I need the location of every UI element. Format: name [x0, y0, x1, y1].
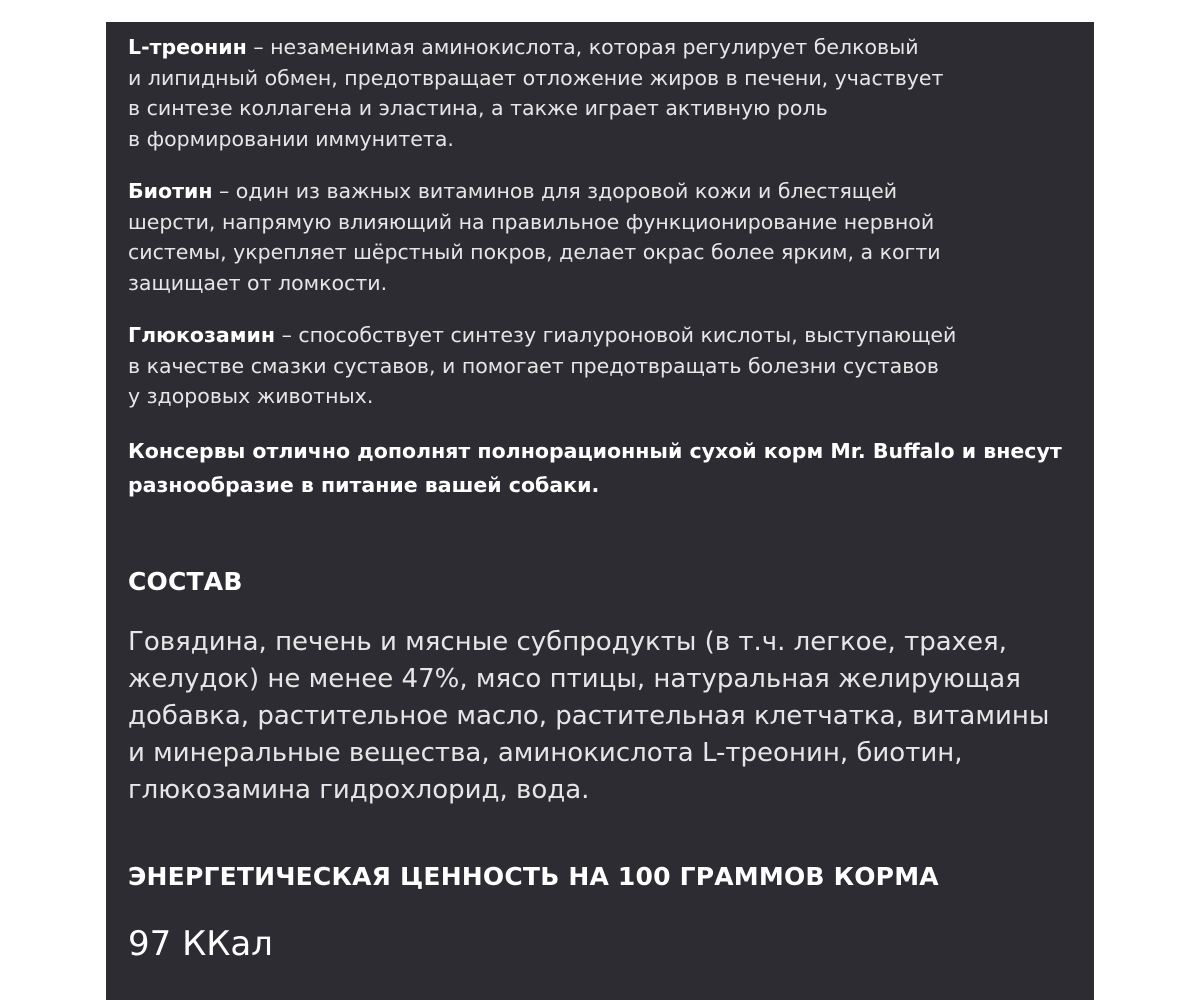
ingredient-text-line: – способствует синтезу гиалуроновой кислоты, выступающей	[275, 323, 957, 347]
energy-title: ЭНЕРГЕТИЧЕСКАЯ ЦЕННОСТЬ НА 100 ГРАММОВ КОРМА	[128, 861, 939, 891]
highlight-line: разнообразие в питание вашей собаки.	[128, 472, 600, 497]
ingredient-text-line: – незаменимая аминокислота, которая регулирует белковый	[246, 35, 919, 59]
ingredient-text-line: в синтезе коллагена и эластина, а также играет активную роль	[128, 96, 828, 120]
ingredient-name: L-треонин	[128, 35, 247, 59]
composition-title: СОСТАВ	[128, 566, 243, 596]
ingredient-threonine	[128, 32, 1070, 154]
ingredient-text-line: защищает от ломкости.	[128, 270, 388, 295]
ingredient-glucosamine	[128, 320, 1070, 412]
ingredient-text-line: в качестве смазки суставов, и помогает предотвращать болезни суставов	[128, 353, 939, 378]
ingredient-text-line: – один из важных витаминов для здоровой кожи и блестящей	[212, 179, 898, 203]
ingredient-text-line: шерсти, напрямую влияющий на правильное функционирование нервной	[128, 209, 935, 234]
highlight-line: Консервы отлично дополнят полнорационный сухой корм Mr. Buffalo и внесут	[128, 438, 1062, 463]
ingredient-text-line: у здоровых животных.	[128, 384, 374, 408]
composition-line: и минеральные вещества, аминокислота L-треонин, биотин,	[128, 737, 963, 768]
composition-line: добавка, растительное масло, растительная клетчатка, витамины	[128, 700, 1050, 731]
product-description-panel	[106, 22, 1094, 1000]
energy-value: 97 ККал	[128, 923, 273, 964]
composition-text	[128, 624, 1070, 809]
ingredient-name: Биотин	[128, 179, 213, 203]
composition-line: глюкозамина гидрохлорид, вода.	[128, 774, 590, 805]
ingredient-biotin	[128, 176, 1070, 298]
composition-line: желудок) не менее 47%, мясо птицы, натуральная желирующая	[128, 663, 1021, 694]
ingredient-text-line: в формировании иммунитета.	[128, 126, 454, 151]
ingredient-text-line: системы, укрепляет шёрстный покров, делает окрас более ярким, а когти	[128, 240, 941, 264]
composition-line: Говядина, печень и мясные субпродукты (в т.ч. легкое, трахея,	[128, 626, 1007, 657]
ingredient-name: Глюкозамин	[128, 323, 276, 347]
highlight-note	[128, 434, 1070, 502]
ingredient-text-line: и липидный обмен, предотвращает отложение жиров в печени, участвует	[128, 65, 944, 90]
